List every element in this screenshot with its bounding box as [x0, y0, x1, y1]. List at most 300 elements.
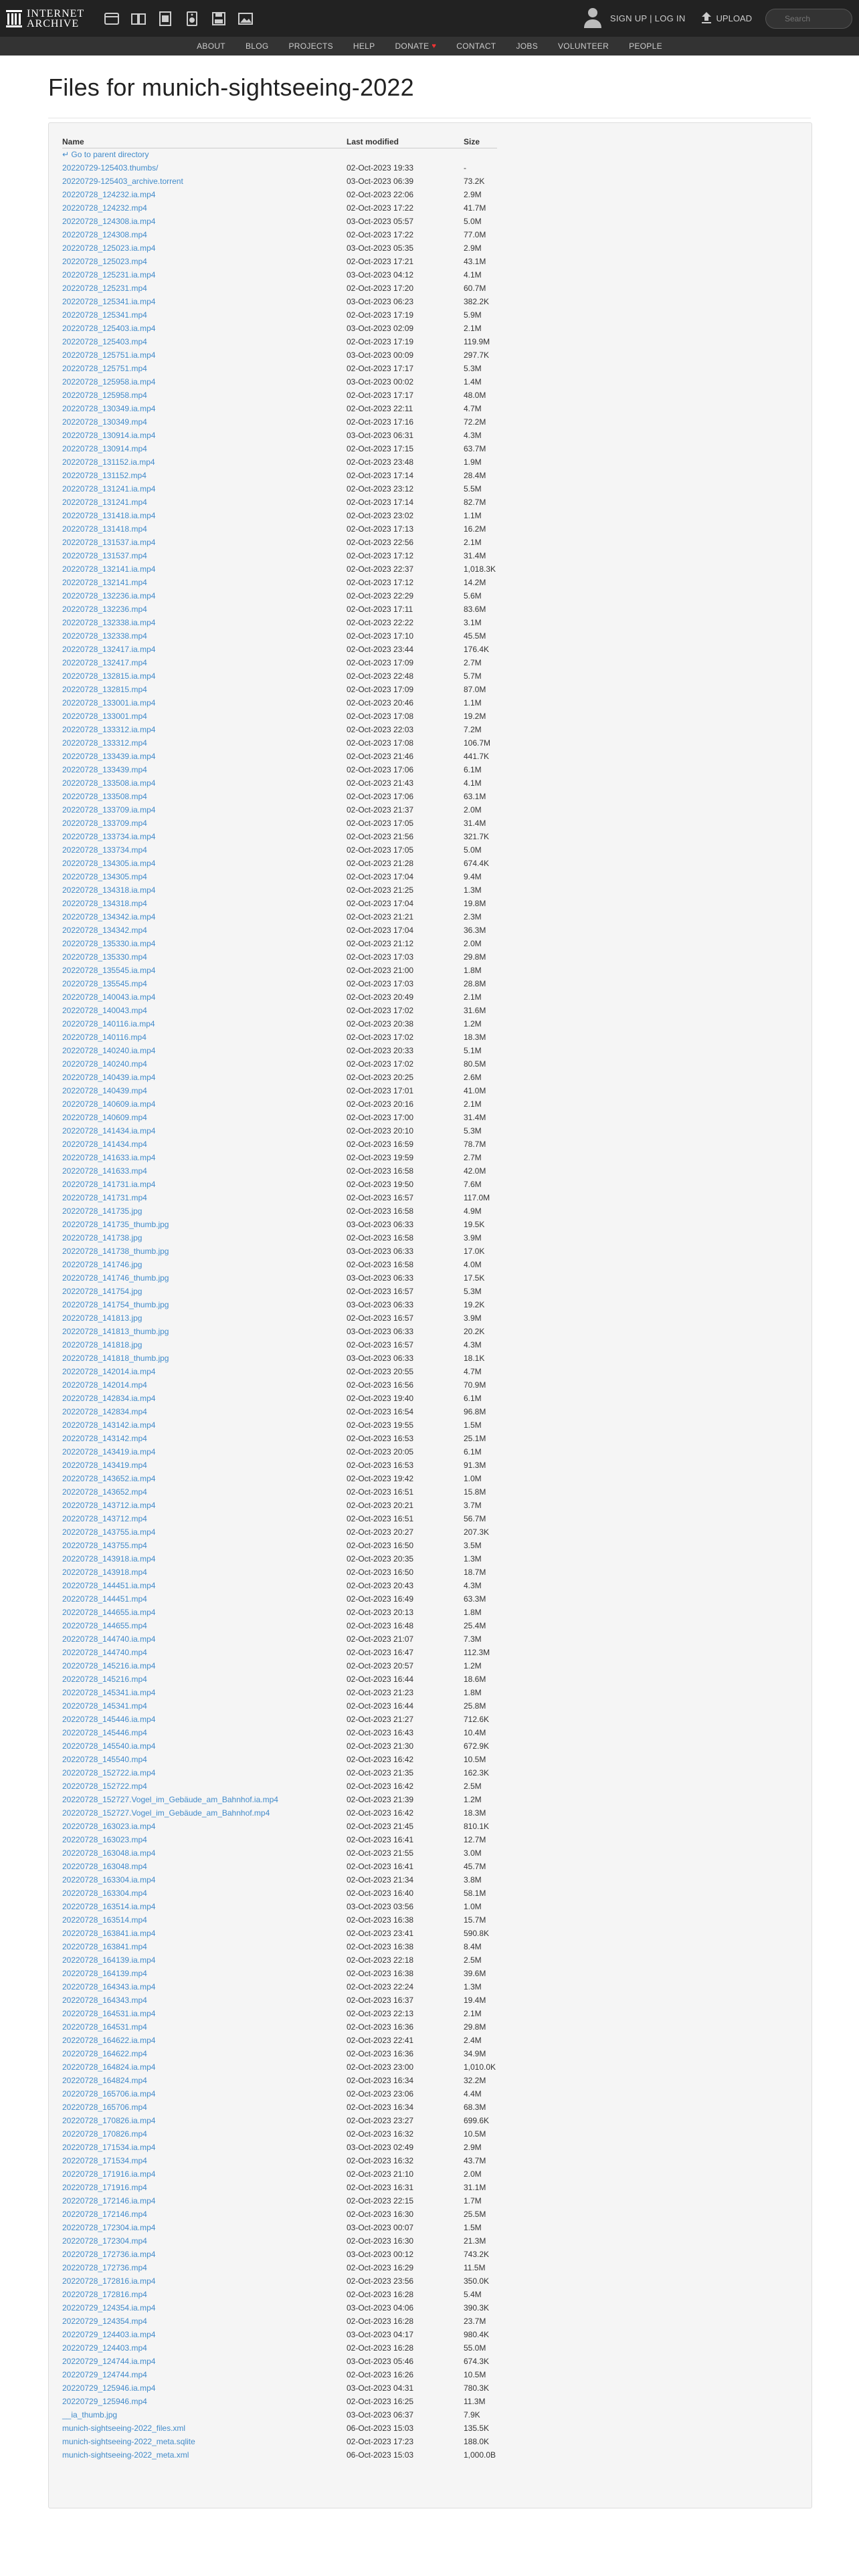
- file-modified-cell: 02-Oct-2023 16:36: [347, 2022, 414, 2032]
- file-name-cell: [62, 857, 347, 870]
- file-link[interactable]: 20220728_171916.ia.mp4: [62, 2169, 156, 2179]
- file-size-cell: 12.7M: [464, 1835, 486, 1844]
- file-link[interactable]: 20220728_133709.ia.mp4: [62, 805, 156, 815]
- file-link[interactable]: 20220728_142014.ia.mp4: [62, 1367, 156, 1376]
- file-link[interactable]: 20220728_125231.ia.mp4: [62, 270, 156, 280]
- file-modified-cell: 02-Oct-2023 19:55: [347, 1420, 414, 1430]
- nav-contact[interactable]: CONTACT: [456, 41, 496, 51]
- file-link[interactable]: 20220728_132417.mp4: [62, 658, 147, 667]
- file-link[interactable]: 20220728_131537.mp4: [62, 551, 147, 560]
- file-link[interactable]: 20220728_145341.mp4: [62, 1701, 147, 1711]
- file-link[interactable]: 20220728_135545.mp4: [62, 979, 147, 988]
- file-link[interactable]: 20220728_172146.ia.mp4: [62, 2196, 156, 2206]
- table-row: [62, 295, 497, 308]
- table-row: [62, 1124, 497, 1138]
- table-row: [62, 776, 497, 790]
- file-link[interactable]: 20220728_141731.ia.mp4: [62, 1180, 156, 1189]
- file-name-cell: [62, 803, 347, 817]
- file-size-cell: 3.5M: [464, 1541, 482, 1550]
- file-link[interactable]: munich-sightseeing-2022_files.xml: [62, 2424, 186, 2433]
- file-link[interactable]: 20220728_163304.mp4: [62, 1889, 147, 1898]
- file-size-cell: 4.9M: [464, 1206, 482, 1216]
- file-link[interactable]: 20220728_131241.ia.mp4: [62, 484, 156, 494]
- file-size-cell: 16.2M: [464, 524, 486, 534]
- file-size-cell: 5.3M: [464, 364, 482, 373]
- file-modified-cell: 02-Oct-2023 16:54: [347, 1407, 414, 1416]
- file-modified-cell: 02-Oct-2023 17:10: [347, 631, 414, 641]
- file-modified-cell: 02-Oct-2023 23:02: [347, 511, 414, 520]
- file-link[interactable]: 20220728_135330.mp4: [62, 952, 147, 962]
- file-name-cell: [62, 1405, 347, 1418]
- file-modified-cell: 02-Oct-2023 16:58: [347, 1166, 414, 1176]
- file-name-cell: [62, 817, 347, 830]
- file-link[interactable]: 20220728_144655.ia.mp4: [62, 1608, 156, 1617]
- nav-volunteer[interactable]: VOLUNTEER: [558, 41, 609, 51]
- file-link[interactable]: 20220728_124308.ia.mp4: [62, 217, 156, 226]
- file-link[interactable]: 20220729_124354.mp4: [62, 2317, 147, 2326]
- file-modified-cell: 02-Oct-2023 16:32: [347, 2129, 414, 2139]
- file-link[interactable]: 20220728_133734.mp4: [62, 845, 147, 855]
- upload-button[interactable]: [700, 11, 752, 26]
- file-link[interactable]: 20220728_143918.ia.mp4: [62, 1554, 156, 1564]
- file-name-cell: [62, 1017, 347, 1031]
- file-name-cell: [62, 1780, 347, 1793]
- table-row: [62, 1418, 497, 1432]
- file-modified-cell: 02-Oct-2023 21:21: [347, 912, 414, 922]
- file-link[interactable]: 20220728_144655.mp4: [62, 1621, 147, 1630]
- file-link[interactable]: 20220728_130349.mp4: [62, 417, 147, 427]
- signup-login-link[interactable]: SIGN UP | LOG IN: [609, 13, 686, 23]
- table-row: [62, 1071, 497, 1084]
- file-link[interactable]: 20220728_131418.mp4: [62, 524, 147, 534]
- file-link[interactable]: 20220728_135330.ia.mp4: [62, 939, 156, 948]
- file-link[interactable]: 20220728_140609.ia.mp4: [62, 1099, 156, 1109]
- search-input[interactable]: [765, 9, 852, 29]
- file-size-cell: 1.5M: [464, 2223, 482, 2232]
- file-link[interactable]: 20220728_134305.mp4: [62, 872, 147, 881]
- file-modified-cell: 02-Oct-2023 21:56: [347, 832, 414, 841]
- file-link[interactable]: 20220728_132815.ia.mp4: [62, 671, 156, 681]
- table-row: [62, 2034, 497, 2047]
- file-link[interactable]: 20220728_164622.mp4: [62, 2049, 147, 2058]
- file-link[interactable]: 20220728_130349.ia.mp4: [62, 404, 156, 413]
- table-row: [62, 1940, 497, 1953]
- file-link[interactable]: 20220728_143419.mp4: [62, 1461, 147, 1470]
- file-link[interactable]: 20220728_163048.ia.mp4: [62, 1848, 156, 1858]
- file-link[interactable]: 20220728_141434.mp4: [62, 1140, 147, 1149]
- file-link[interactable]: 20220728_132338.mp4: [62, 631, 147, 641]
- file-modified-cell: 02-Oct-2023 22:56: [347, 538, 414, 547]
- file-link[interactable]: 20220728_170826.mp4: [62, 2129, 147, 2139]
- file-link[interactable]: 20220728_132417.ia.mp4: [62, 645, 156, 654]
- file-name-cell: [62, 696, 347, 710]
- file-link[interactable]: 20220728_164824.mp4: [62, 2076, 147, 2085]
- file-size-cell: 17.0K: [464, 1247, 485, 1256]
- file-link[interactable]: 20220728_143755.mp4: [62, 1541, 147, 1550]
- table-row: [62, 1231, 497, 1245]
- table-row: [62, 1097, 497, 1111]
- file-link[interactable]: 20220728_164139.ia.mp4: [62, 1955, 156, 1965]
- file-link[interactable]: 20220728_124308.mp4: [62, 230, 147, 239]
- file-link[interactable]: 20220728_125958.ia.mp4: [62, 377, 156, 387]
- table-row: [62, 2208, 497, 2221]
- file-link[interactable]: 20220728_132141.mp4: [62, 578, 147, 587]
- file-link[interactable]: 20220728_144451.mp4: [62, 1594, 147, 1604]
- column-header-size[interactable]: Size: [464, 136, 497, 148]
- file-link[interactable]: 20220728_172304.mp4: [62, 2236, 147, 2246]
- file-link[interactable]: 20220728_125403.mp4: [62, 337, 147, 346]
- file-link[interactable]: 20220728_145446.ia.mp4: [62, 1715, 156, 1724]
- file-link[interactable]: 20220728_133508.ia.mp4: [62, 778, 156, 788]
- file-link[interactable]: 20220728_133709.mp4: [62, 819, 147, 828]
- file-link[interactable]: 20220728_142014.mp4: [62, 1380, 147, 1390]
- file-link[interactable]: 20220728_140240.mp4: [62, 1059, 147, 1069]
- file-link[interactable]: 20220728_142834.mp4: [62, 1407, 147, 1416]
- file-name-cell: [62, 1191, 347, 1204]
- file-link[interactable]: 20220728_163514.ia.mp4: [62, 1902, 156, 1911]
- file-link[interactable]: 20220728_141818.jpg: [62, 1340, 142, 1350]
- table-row: [62, 897, 497, 910]
- file-link[interactable]: 20220728_140043.ia.mp4: [62, 992, 156, 1002]
- file-name-cell: [62, 2101, 347, 2114]
- file-link[interactable]: 20220728_141633.mp4: [62, 1166, 147, 1176]
- file-link[interactable]: 20220728_141813.jpg: [62, 1313, 142, 1323]
- file-link[interactable]: 20220728_164139.mp4: [62, 1969, 147, 1978]
- file-link[interactable]: 20220728_143142.ia.mp4: [62, 1420, 156, 1430]
- file-link[interactable]: 20220728_141738_thumb.jpg: [62, 1247, 169, 1256]
- file-size-cell: 96.8M: [464, 1407, 486, 1416]
- file-link[interactable]: 20220728_132236.ia.mp4: [62, 591, 156, 601]
- file-link[interactable]: 20220728_141754_thumb.jpg: [62, 1300, 169, 1309]
- file-link[interactable]: 20220728_140439.mp4: [62, 1086, 147, 1095]
- file-link[interactable]: 20220728_152722.mp4: [62, 1782, 147, 1791]
- table-row: [62, 322, 497, 335]
- file-modified-cell: 02-Oct-2023 23:27: [347, 2116, 414, 2125]
- file-link[interactable]: 20220728_172736.ia.mp4: [62, 2250, 156, 2259]
- file-modified-cell: 03-Oct-2023 04:06: [347, 2303, 414, 2313]
- internet-archive-logo[interactable]: [5, 9, 84, 29]
- file-name-cell: [62, 589, 347, 603]
- file-link[interactable]: 20220728_131152.mp4: [62, 471, 147, 480]
- file-link[interactable]: 20220728_134342.mp4: [62, 926, 147, 935]
- file-link[interactable]: 20220728_141735_thumb.jpg: [62, 1220, 169, 1229]
- file-link[interactable]: 20220728_164531.ia.mp4: [62, 2009, 156, 2018]
- file-link[interactable]: 20220729_125946.ia.mp4: [62, 2383, 156, 2393]
- file-size-cell: 2.0M: [464, 805, 482, 815]
- file-link[interactable]: 20220728_172304.ia.mp4: [62, 2223, 156, 2232]
- file-link[interactable]: 20220728_141754.jpg: [62, 1287, 142, 1296]
- file-link[interactable]: 20220728_141738.jpg: [62, 1233, 142, 1243]
- file-link[interactable]: 20220728_171534.mp4: [62, 2156, 147, 2165]
- nav-help[interactable]: HELP: [353, 41, 375, 51]
- file-link[interactable]: 20220728_143918.mp4: [62, 1568, 147, 1577]
- file-link[interactable]: munich-sightseeing-2022_meta.sqlite: [62, 2437, 195, 2446]
- file-link[interactable]: 20220728_143142.mp4: [62, 1434, 147, 1443]
- file-link[interactable]: 20220729_124744.mp4: [62, 2370, 147, 2379]
- file-link[interactable]: 20220728_141813_thumb.jpg: [62, 1327, 169, 1336]
- file-size-cell: 5.3M: [464, 1287, 482, 1296]
- file-link[interactable]: 20220728_152727.Vogel_im_Gebäude_am_Bahnhof.ia.mp4: [62, 1795, 278, 1804]
- file-modified-cell: 02-Oct-2023 16:50: [347, 1568, 414, 1577]
- file-name-cell: [62, 763, 347, 776]
- table-row: [62, 2060, 497, 2074]
- file-link[interactable]: 20220728_163514.mp4: [62, 1915, 147, 1925]
- file-link[interactable]: 20220728_143419.ia.mp4: [62, 1447, 156, 1457]
- file-name-cell: [62, 1726, 347, 1739]
- file-link[interactable]: 20220728_163048.mp4: [62, 1862, 147, 1871]
- file-link[interactable]: 20220728_134318.mp4: [62, 899, 147, 908]
- file-link[interactable]: 20220728_143712.ia.mp4: [62, 1501, 156, 1510]
- nav-projects[interactable]: PROJECTS: [288, 41, 333, 51]
- file-link[interactable]: 20220728_145341.ia.mp4: [62, 1688, 156, 1697]
- file-link[interactable]: 20220728_163023.ia.mp4: [62, 1822, 156, 1831]
- file-link[interactable]: 20220728_133439.ia.mp4: [62, 752, 156, 761]
- file-link[interactable]: 20220729_124403.mp4: [62, 2343, 147, 2353]
- table-row: [62, 1432, 497, 1445]
- parent-directory-link[interactable]: [62, 150, 149, 159]
- file-name-cell: [62, 950, 347, 964]
- table-row: [62, 1980, 497, 1994]
- column-header-name[interactable]: Name: [62, 136, 347, 148]
- file-link[interactable]: 20220728_164824.ia.mp4: [62, 2062, 156, 2072]
- file-link[interactable]: 20220728_145216.ia.mp4: [62, 1661, 156, 1671]
- table-row: [62, 1820, 497, 1833]
- table-row: [62, 656, 497, 669]
- file-link[interactable]: 20220728_163304.ia.mp4: [62, 1875, 156, 1885]
- file-link[interactable]: 20220728_141746_thumb.jpg: [62, 1273, 169, 1283]
- file-link[interactable]: 20220729_125946.mp4: [62, 2397, 147, 2406]
- file-link[interactable]: 20220728_125341.ia.mp4: [62, 297, 156, 306]
- file-link[interactable]: 20220728_131241.mp4: [62, 498, 147, 507]
- table-row: [62, 2127, 497, 2141]
- nav-donate[interactable]: [395, 41, 436, 51]
- file-link[interactable]: 20220729_124744.ia.mp4: [62, 2357, 156, 2366]
- table-row: [62, 308, 497, 322]
- table-row: [62, 1499, 497, 1512]
- file-link[interactable]: 20220728_170826.ia.mp4: [62, 2116, 156, 2125]
- file-link[interactable]: 20220728_163841.mp4: [62, 1942, 147, 1951]
- file-link[interactable]: 20220728_164343.ia.mp4: [62, 1982, 156, 1992]
- file-link[interactable]: 20220728_143652.mp4: [62, 1487, 147, 1497]
- software-icon[interactable]: [210, 10, 227, 27]
- file-link[interactable]: 20220728_172816.ia.mp4: [62, 2276, 156, 2286]
- file-link[interactable]: 20220728_134318.ia.mp4: [62, 885, 156, 895]
- file-link[interactable]: 20220729-125403.thumbs/: [62, 163, 159, 173]
- file-link[interactable]: 20220728_133439.mp4: [62, 765, 147, 774]
- upload-label: UPLOAD: [716, 13, 752, 23]
- file-link[interactable]: 20220728_141746.jpg: [62, 1260, 142, 1269]
- file-modified-cell: 02-Oct-2023 16:43: [347, 1728, 414, 1737]
- user-avatar-icon[interactable]: [582, 6, 603, 31]
- file-name-cell: [62, 1713, 347, 1726]
- file-link[interactable]: 20220728_130914.mp4: [62, 444, 147, 453]
- file-link[interactable]: 20220728_165706.mp4: [62, 2103, 147, 2112]
- file-link[interactable]: 20220728_132236.mp4: [62, 605, 147, 614]
- file-size-cell: 7.6M: [464, 1180, 482, 1189]
- file-link[interactable]: 20220728_131537.ia.mp4: [62, 538, 156, 547]
- file-link[interactable]: 20220728_140116.ia.mp4: [62, 1019, 155, 1029]
- file-modified-cell: 02-Oct-2023 16:59: [347, 1140, 414, 1149]
- file-link[interactable]: 20220728_125231.mp4: [62, 284, 147, 293]
- file-link[interactable]: 20220728_140609.mp4: [62, 1113, 147, 1122]
- nav-jobs[interactable]: JOBS: [516, 41, 538, 51]
- file-link[interactable]: 20220728_140116.mp4: [62, 1033, 147, 1042]
- file-name-cell: [62, 656, 347, 669]
- file-link[interactable]: 20220728_141818_thumb.jpg: [62, 1354, 169, 1363]
- file-link[interactable]: 20220728_134342.ia.mp4: [62, 912, 156, 922]
- file-link[interactable]: 20220728_141633.ia.mp4: [62, 1153, 156, 1162]
- file-link[interactable]: 20220728_172816.mp4: [62, 2290, 147, 2299]
- nav-people[interactable]: PEOPLE: [629, 41, 662, 51]
- file-link[interactable]: 20220728_145540.ia.mp4: [62, 1741, 156, 1751]
- file-link[interactable]: 20220728_131418.ia.mp4: [62, 511, 156, 520]
- file-size-cell: 4.1M: [464, 270, 482, 280]
- file-link[interactable]: 20220728_134305.ia.mp4: [62, 859, 156, 868]
- file-link[interactable]: 20220728_125023.mp4: [62, 257, 147, 266]
- file-link[interactable]: __ia_thumb.jpg: [62, 2410, 118, 2420]
- file-name-cell: [62, 2034, 347, 2047]
- file-link[interactable]: 20220728_141735.jpg: [62, 1206, 142, 1216]
- file-link[interactable]: 20220728_130914.ia.mp4: [62, 431, 156, 440]
- file-name-cell: [62, 1459, 347, 1472]
- file-name-cell: [62, 1659, 347, 1673]
- table-row: [62, 335, 497, 348]
- file-name-cell: [62, 2274, 347, 2288]
- file-link[interactable]: 20220728_132338.ia.mp4: [62, 618, 156, 627]
- file-link[interactable]: 20220728_145446.mp4: [62, 1728, 147, 1737]
- file-link[interactable]: 20220728_142834.ia.mp4: [62, 1394, 156, 1403]
- file-link[interactable]: 20220728_133508.mp4: [62, 792, 147, 801]
- file-link[interactable]: 20220728_132815.mp4: [62, 685, 147, 694]
- file-link[interactable]: 20220728_125751.mp4: [62, 364, 147, 373]
- table-row: [62, 1191, 497, 1204]
- table-row: [62, 2448, 497, 2462]
- file-link[interactable]: 20220728_133312.mp4: [62, 738, 147, 748]
- texts-icon[interactable]: [130, 10, 147, 27]
- column-header-modified[interactable]: Last modified: [347, 136, 464, 148]
- file-modified-cell: 02-Oct-2023 21:55: [347, 1848, 414, 1858]
- file-link[interactable]: 20220728_164531.mp4: [62, 2022, 147, 2032]
- file-link[interactable]: 20220728_152722.ia.mp4: [62, 1768, 156, 1778]
- file-modified-cell: 02-Oct-2023 16:42: [347, 1782, 414, 1791]
- file-name-cell: [62, 255, 347, 268]
- file-size-cell: 810.1K: [464, 1822, 490, 1831]
- file-link[interactable]: 20220728_144451.ia.mp4: [62, 1581, 156, 1590]
- file-link[interactable]: 20220729_124403.ia.mp4: [62, 2330, 156, 2339]
- file-link[interactable]: 20220728_133734.ia.mp4: [62, 832, 156, 841]
- file-link[interactable]: 20220728_172146.mp4: [62, 2210, 147, 2219]
- file-name-cell: [62, 161, 347, 175]
- heart-icon: ♥: [432, 42, 437, 50]
- file-link[interactable]: 20220728_125341.mp4: [62, 310, 147, 320]
- file-link[interactable]: 20220728_143712.mp4: [62, 1514, 147, 1523]
- file-link[interactable]: munich-sightseeing-2022_meta.xml: [62, 2450, 189, 2460]
- file-modified-cell: 02-Oct-2023 23:12: [347, 484, 414, 494]
- file-link[interactable]: 20220728_124232.ia.mp4: [62, 190, 156, 199]
- file-link[interactable]: 20220728_164343.mp4: [62, 1996, 147, 2005]
- file-link[interactable]: 20220728_163023.mp4: [62, 1835, 147, 1844]
- file-link[interactable]: 20220728_164622.ia.mp4: [62, 2036, 156, 2045]
- file-modified-cell: 02-Oct-2023 16:44: [347, 1675, 414, 1684]
- file-link[interactable]: 20220728_171534.ia.mp4: [62, 2143, 156, 2152]
- nav-blog[interactable]: BLOG: [245, 41, 269, 51]
- table-row: [62, 1338, 497, 1352]
- table-row: [62, 1953, 497, 1967]
- file-link[interactable]: 20220728_125751.ia.mp4: [62, 350, 156, 360]
- file-link[interactable]: 20220728_125023.ia.mp4: [62, 243, 156, 253]
- file-link[interactable]: 20220728_135545.ia.mp4: [62, 966, 156, 975]
- web-icon[interactable]: [103, 10, 120, 27]
- file-link[interactable]: 20220728_145216.mp4: [62, 1675, 147, 1684]
- file-name-cell: [62, 1124, 347, 1138]
- file-link[interactable]: 20220728_132141.ia.mp4: [62, 564, 156, 574]
- file-modified-cell: 02-Oct-2023 23:41: [347, 1929, 414, 1938]
- file-link[interactable]: 20220728_144740.ia.mp4: [62, 1634, 156, 1644]
- file-size-cell: 6.1M: [464, 765, 482, 774]
- file-link[interactable]: 20220728_165706.ia.mp4: [62, 2089, 156, 2099]
- file-link[interactable]: 20220728_125958.mp4: [62, 391, 147, 400]
- table-row: [62, 2435, 497, 2448]
- file-link[interactable]: 20220728_124232.mp4: [62, 203, 147, 213]
- table-row: [62, 1512, 497, 1525]
- file-size-cell: 2.4M: [464, 2036, 482, 2045]
- audio-icon[interactable]: [183, 10, 201, 27]
- file-name-cell: [62, 1352, 347, 1365]
- file-link[interactable]: 20220729_124354.ia.mp4: [62, 2303, 156, 2313]
- file-name-cell: [62, 1552, 347, 1566]
- file-modified-cell: 02-Oct-2023 19:59: [347, 1153, 414, 1162]
- file-modified-cell: 02-Oct-2023 21:34: [347, 1875, 414, 1885]
- file-link[interactable]: 20220728_133001.mp4: [62, 712, 147, 721]
- file-link[interactable]: 20220728_133001.ia.mp4: [62, 698, 156, 708]
- file-link[interactable]: 20220728_143755.ia.mp4: [62, 1527, 156, 1537]
- file-modified-cell: 02-Oct-2023 16:47: [347, 1648, 414, 1657]
- table-row: [62, 1017, 497, 1031]
- file-link[interactable]: 20220728_152727.Vogel_im_Gebäude_am_Bahnhof.mp4: [62, 1808, 270, 1818]
- file-name-cell: [62, 2127, 347, 2141]
- file-name-cell: [62, 2248, 347, 2261]
- file-name-cell: [62, 1245, 347, 1258]
- file-size-cell: 91.3M: [464, 1461, 486, 1470]
- file-link[interactable]: 20220728_141434.ia.mp4: [62, 1126, 156, 1136]
- table-row: [62, 1539, 497, 1552]
- file-link[interactable]: 20220728_171916.mp4: [62, 2183, 147, 2192]
- file-size-cell: 18.3M: [464, 1808, 486, 1818]
- images-icon[interactable]: [237, 10, 254, 27]
- file-size-cell: 441.7K: [464, 752, 490, 761]
- file-modified-cell: 02-Oct-2023 16:57: [347, 1340, 414, 1350]
- table-row: [62, 736, 497, 750]
- file-link[interactable]: 20220728_140439.ia.mp4: [62, 1073, 156, 1082]
- file-link[interactable]: 20220728_172736.mp4: [62, 2263, 147, 2272]
- file-link[interactable]: 20220728_133312.ia.mp4: [62, 725, 156, 734]
- file-link[interactable]: 20220728_144740.mp4: [62, 1648, 147, 1657]
- file-size-cell: 70.9M: [464, 1380, 486, 1390]
- video-icon[interactable]: [157, 10, 174, 27]
- file-link[interactable]: 20220728_141731.mp4: [62, 1193, 147, 1202]
- file-link[interactable]: 20220729-125403_archive.torrent: [62, 177, 183, 186]
- file-link[interactable]: 20220728_131152.ia.mp4: [62, 457, 155, 467]
- file-link[interactable]: 20220728_163841.ia.mp4: [62, 1929, 156, 1938]
- file-size-cell: 2.1M: [464, 1099, 482, 1109]
- file-link[interactable]: 20220728_145540.mp4: [62, 1755, 147, 1764]
- file-name-cell: [62, 1044, 347, 1057]
- file-link[interactable]: 20220728_140240.ia.mp4: [62, 1046, 156, 1055]
- file-link[interactable]: 20220728_140043.mp4: [62, 1006, 147, 1015]
- file-link[interactable]: 20220728_125403.ia.mp4: [62, 324, 156, 333]
- file-link[interactable]: 20220728_143652.ia.mp4: [62, 1474, 156, 1483]
- nav-about[interactable]: ABOUT: [197, 41, 225, 51]
